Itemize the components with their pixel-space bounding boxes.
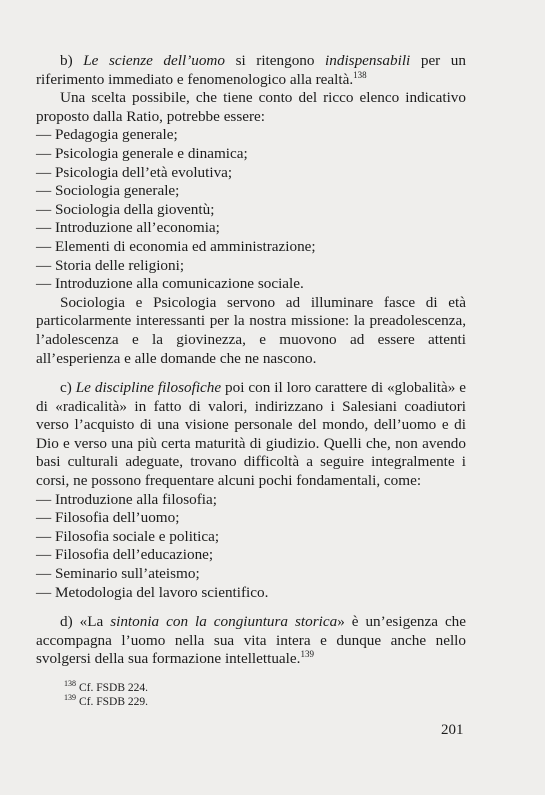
- page-body: [36, 52, 466, 669]
- list-item: — Psicologia generale e dinamica;: [36, 144, 248, 162]
- list-item: — Sociologia della gioventù;: [36, 200, 215, 218]
- paragraph-b: [36, 52, 466, 89]
- list-item: — Filosofia sociale e politica;: [36, 527, 220, 545]
- paragraph-b-italic-word: indispensabili: [325, 52, 411, 69]
- page-number: 201: [441, 722, 464, 738]
- list-item: — Pedagogia generale;: [36, 126, 178, 144]
- paragraph-c: [36, 379, 466, 491]
- paragraph-d-prefix: d) «La: [60, 613, 111, 631]
- paragraph-d-text: » è un’esigenza che accompagna l’uomo nella sua vita intera e dunque anche nello svolgersi della sua formazione intellettuale.: [36, 613, 467, 668]
- footnote-text: Cf. FSDB 229.: [79, 696, 149, 708]
- paragraph-d-italic-term: sintonia con la congiuntura storica: [110, 613, 338, 631]
- list-item: — Introduzione alla filosofia;: [36, 490, 217, 508]
- paragraph-b-italic-term: Le scienze dell’uomo: [83, 52, 225, 69]
- footnote-number: 138: [64, 679, 76, 689]
- list-item: — Filosofia dell’uomo;: [36, 509, 180, 527]
- list-item: — Storia delle religioni;: [36, 256, 185, 274]
- paragraph-c-prefix: c): [60, 379, 76, 397]
- list-item: — Introduzione alla comunicazione sociale.: [36, 275, 304, 293]
- human-sciences-list: [36, 126, 466, 293]
- list-item: — Sociologia generale;: [36, 182, 180, 200]
- paragraph-b-text: per un riferimento immediato e fenomenologico alla realtà.: [36, 52, 466, 88]
- footnote-139: [64, 695, 148, 709]
- paragraph-b-mid: si ritengono: [225, 52, 326, 69]
- footnote-138: [64, 681, 148, 695]
- list-item: — Seminario sull’ateismo;: [36, 565, 200, 583]
- paragraph-sociology: Sociologia e Psicologia servono ad illuminare fasce di età particolarmente interessanti per la nostra missione: la preadolescenza, l’adolescenza e la giovinezza, e muovono ad essere attenti all’esperienza e alle domande che ne nascono.: [36, 293, 466, 367]
- footnote-ref-139: 139: [300, 649, 314, 660]
- footnote-text: Cf. FSDB 224.: [79, 682, 149, 694]
- paragraph-c-italic-term: Le discipline filosofiche: [75, 379, 222, 397]
- paragraph-b-prefix: b): [60, 52, 84, 69]
- footnote-ref-138: 138: [353, 69, 367, 80]
- footnotes: [64, 681, 148, 709]
- paragraph-c-text: poi con il loro carattere di «globalità» e di «radicalità» in fatto di valori, indirizzano i Salesiani coadiutori verso l’acquisto di una visione personale del mondo, dell’uomo e di Dio e verso una più certa maturità di giudizio. Quelli che, non avendo basi culturali adeguate, trovano difficoltà a seguire integralmente i corsi, ne possono frequentare alcuni pochi fondamentali, come:: [36, 379, 466, 490]
- list-item: — Filosofia dell’educazione;: [36, 546, 214, 564]
- list-item: — Introduzione all’economia;: [36, 219, 220, 237]
- list-item: — Psicologia dell’età evolutiva;: [36, 163, 233, 181]
- list-item: — Metodologia del lavoro scientifico.: [36, 583, 269, 601]
- paragraph-d: [36, 613, 466, 669]
- philosophy-list: [36, 491, 466, 603]
- paragraph-intro: Una scelta possibile, che tiene conto del ricco elenco indicativo proposto dalla Ratio, potrebbe essere:: [36, 89, 466, 125]
- list-item: — Elementi di economia ed amministrazione;: [36, 237, 316, 255]
- footnote-number: 139: [64, 693, 76, 703]
